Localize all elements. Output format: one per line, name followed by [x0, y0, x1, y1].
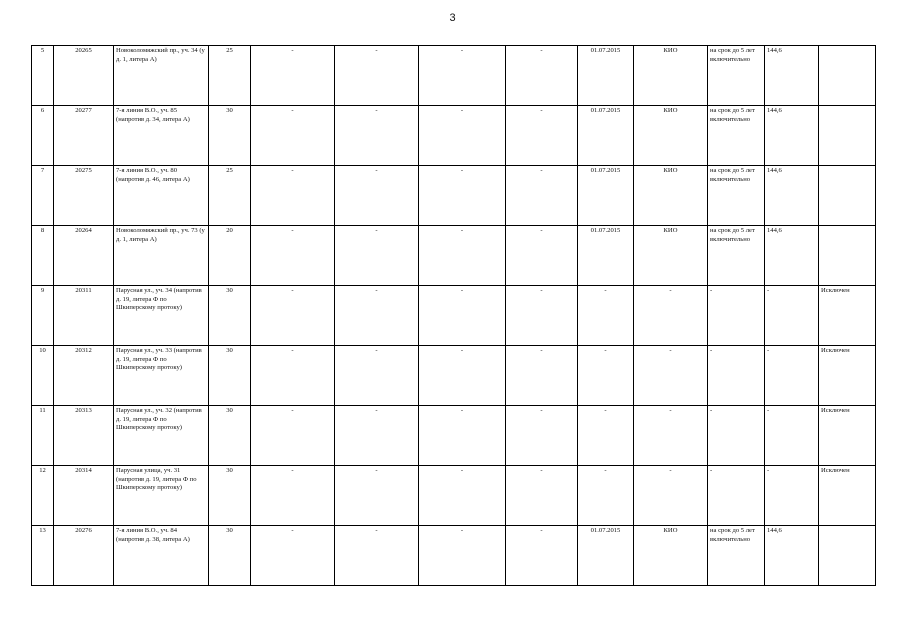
date-cell: 01.07.2015: [578, 106, 634, 166]
term-cell: -: [708, 286, 765, 346]
table-row: [32, 346, 876, 406]
empty-cell: -: [419, 226, 506, 286]
empty-cell: -: [506, 346, 578, 406]
organization-cell: КИО: [634, 166, 708, 226]
empty-cell: -: [419, 286, 506, 346]
page-number: 3: [449, 12, 456, 24]
empty-cell: -: [251, 466, 335, 526]
address-cell: Парусная ул., уч. 33 (напротив д. 19, литера Ф по Шкиперскому протоку): [114, 346, 209, 406]
area-cell: 30: [209, 526, 251, 586]
rate-cell: 144,6: [765, 166, 819, 226]
empty-cell: -: [506, 46, 578, 106]
empty-cell: -: [506, 526, 578, 586]
empty-cell: -: [506, 166, 578, 226]
note-cell: [819, 166, 876, 226]
empty-cell: -: [251, 346, 335, 406]
row-number-cell: 9: [32, 286, 54, 346]
row-number-cell: 13: [32, 526, 54, 586]
note-cell: Исключен: [819, 346, 876, 406]
term-cell: на срок до 5 лет включительно: [708, 46, 765, 106]
term-cell: -: [708, 406, 765, 466]
table-row: [32, 406, 876, 466]
row-number-cell: 11: [32, 406, 54, 466]
organization-cell: -: [634, 406, 708, 466]
term-cell: на срок до 5 лет включительно: [708, 526, 765, 586]
note-cell: Исключен: [819, 466, 876, 526]
table-row: [32, 466, 876, 526]
address-cell: Парусная ул., уч. 32 (напротив д. 19, литера Ф по Шкиперскому протоку): [114, 406, 209, 466]
area-cell: 25: [209, 46, 251, 106]
empty-cell: -: [506, 286, 578, 346]
empty-cell: -: [419, 346, 506, 406]
address-cell: Новоколомяжский пр., уч. 73 (у д. 1, литера А): [114, 226, 209, 286]
empty-cell: -: [251, 106, 335, 166]
address-cell: Новоколомяжский пр., уч. 34 (у д. 1, литера А): [114, 46, 209, 106]
empty-cell: -: [335, 166, 419, 226]
address-cell: 7-я линия В.О., уч. 80 (напротив д. 46, литера А): [114, 166, 209, 226]
object-id-cell: 20277: [54, 106, 114, 166]
organization-cell: КИО: [634, 106, 708, 166]
row-number-cell: 8: [32, 226, 54, 286]
address-cell: 7-я линия В.О., уч. 85 (напротив д. 34, литера А): [114, 106, 209, 166]
area-cell: 30: [209, 346, 251, 406]
term-cell: на срок до 5 лет включительно: [708, 166, 765, 226]
empty-cell: -: [335, 346, 419, 406]
empty-cell: -: [335, 46, 419, 106]
note-cell: [819, 226, 876, 286]
organization-cell: -: [634, 286, 708, 346]
organization-cell: КИО: [634, 526, 708, 586]
term-cell: -: [708, 466, 765, 526]
rate-cell: 144,6: [765, 106, 819, 166]
term-cell: -: [708, 346, 765, 406]
date-cell: 01.07.2015: [578, 46, 634, 106]
registry-table: [31, 45, 876, 586]
rate-cell: 144,6: [765, 226, 819, 286]
organization-cell: -: [634, 346, 708, 406]
object-id-cell: 20311: [54, 286, 114, 346]
address-cell: Парусная улица, уч. 31 (напротив д. 19, литера Ф по Шкиперскому протоку): [114, 466, 209, 526]
empty-cell: -: [335, 526, 419, 586]
rate-cell: -: [765, 466, 819, 526]
rate-cell: -: [765, 346, 819, 406]
empty-cell: -: [335, 226, 419, 286]
address-cell: 7-я линия В.О., уч. 84 (напротив д. 38, литера А): [114, 526, 209, 586]
date-cell: 01.07.2015: [578, 166, 634, 226]
empty-cell: -: [251, 166, 335, 226]
empty-cell: -: [506, 106, 578, 166]
rate-cell: 144,6: [765, 526, 819, 586]
area-cell: 30: [209, 286, 251, 346]
empty-cell: -: [419, 46, 506, 106]
empty-cell: -: [419, 466, 506, 526]
empty-cell: -: [335, 286, 419, 346]
address-cell: Парусная ул., уч. 34 (напротив д. 19, литера Ф по Шкиперскому протоку): [114, 286, 209, 346]
table-row: [32, 226, 876, 286]
table-row: [32, 166, 876, 226]
row-number-cell: 12: [32, 466, 54, 526]
area-cell: 30: [209, 406, 251, 466]
date-cell: 01.07.2015: [578, 226, 634, 286]
empty-cell: -: [419, 106, 506, 166]
date-cell: -: [578, 346, 634, 406]
empty-cell: -: [506, 226, 578, 286]
empty-cell: -: [419, 406, 506, 466]
organization-cell: КИО: [634, 46, 708, 106]
rate-cell: -: [765, 406, 819, 466]
area-cell: 25: [209, 166, 251, 226]
note-cell: [819, 526, 876, 586]
organization-cell: -: [634, 466, 708, 526]
area-cell: 30: [209, 106, 251, 166]
row-number-cell: 10: [32, 346, 54, 406]
table-row: [32, 106, 876, 166]
note-cell: [819, 46, 876, 106]
date-cell: -: [578, 466, 634, 526]
note-cell: Исключен: [819, 286, 876, 346]
empty-cell: -: [506, 466, 578, 526]
term-cell: на срок до 5 лет включительно: [708, 106, 765, 166]
rate-cell: 144,6: [765, 46, 819, 106]
note-cell: Исключен: [819, 406, 876, 466]
object-id-cell: 20265: [54, 46, 114, 106]
empty-cell: -: [251, 406, 335, 466]
organization-cell: КИО: [634, 226, 708, 286]
object-id-cell: 20313: [54, 406, 114, 466]
term-cell: на срок до 5 лет включительно: [708, 226, 765, 286]
date-cell: 01.07.2015: [578, 526, 634, 586]
empty-cell: -: [251, 226, 335, 286]
row-number-cell: 6: [32, 106, 54, 166]
empty-cell: -: [419, 166, 506, 226]
empty-cell: -: [419, 526, 506, 586]
note-cell: [819, 106, 876, 166]
empty-cell: -: [335, 106, 419, 166]
empty-cell: -: [251, 526, 335, 586]
object-id-cell: 20275: [54, 166, 114, 226]
object-id-cell: 20264: [54, 226, 114, 286]
registry-rows: [32, 46, 876, 586]
row-number-cell: 7: [32, 166, 54, 226]
area-cell: 20: [209, 226, 251, 286]
empty-cell: -: [251, 286, 335, 346]
object-id-cell: 20314: [54, 466, 114, 526]
date-cell: -: [578, 286, 634, 346]
empty-cell: -: [335, 466, 419, 526]
empty-cell: -: [251, 46, 335, 106]
empty-cell: -: [506, 406, 578, 466]
object-id-cell: 20276: [54, 526, 114, 586]
table-row: [32, 46, 876, 106]
empty-cell: -: [335, 406, 419, 466]
rate-cell: -: [765, 286, 819, 346]
table-row: [32, 286, 876, 346]
object-id-cell: 20312: [54, 346, 114, 406]
date-cell: -: [578, 406, 634, 466]
area-cell: 30: [209, 466, 251, 526]
row-number-cell: 5: [32, 46, 54, 106]
table-row: [32, 526, 876, 586]
